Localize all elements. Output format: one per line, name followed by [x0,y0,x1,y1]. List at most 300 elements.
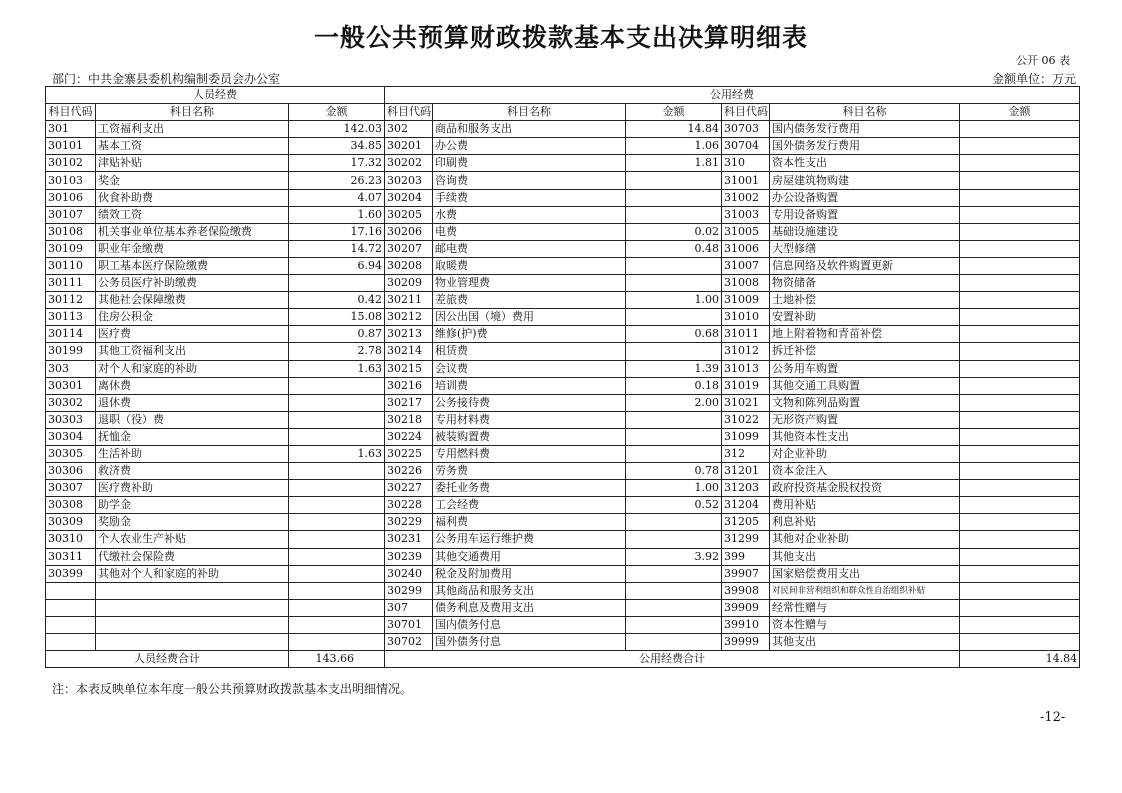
public-a-name-cell: 其他商品和服务支出 [433,582,626,599]
public-b-code-cell: 399 [722,548,770,565]
public-b-amount-cell [960,565,1080,582]
public-b-name-cell: 资本金注入 [770,463,960,480]
public-b-code-cell: 31010 [722,309,770,326]
public-b-code-cell: 39910 [722,616,770,633]
personnel-name-cell: 助学金 [96,497,289,514]
public-a-code-cell: 302 [385,121,433,138]
table-row [46,172,1080,189]
personnel-code-cell: 30106 [46,189,96,206]
public-b-name-cell: 其他对企业补助 [770,531,960,548]
public-a-amount-cell [626,616,722,633]
public-b-amount-cell [960,463,1080,480]
public-b-amount-cell [960,497,1080,514]
public-b-amount-cell [960,343,1080,360]
public-total-label: 公用经费合计 [385,651,960,668]
public-b-name-cell: 安置补助 [770,309,960,326]
public-a-code-cell: 30228 [385,497,433,514]
personnel-code-cell: 30107 [46,206,96,223]
public-a-amount-cell: 0.02 [626,223,722,240]
personnel-amount-cell: 1.63 [289,360,385,377]
personnel-name-cell: 医疗费 [96,326,289,343]
public-b-code-cell: 31099 [722,428,770,445]
table-row [46,411,1080,428]
public-a-amount-cell [626,634,722,651]
section-header-row [46,87,1080,104]
public-a-name-cell: 其他交通费用 [433,548,626,565]
personnel-name-cell [96,616,289,633]
public-b-name-cell: 对民间非营利组织和群众性自治组织补贴 [770,582,960,599]
personnel-name-cell: 代缴社会保险费 [96,548,289,565]
public-b-amount-cell [960,172,1080,189]
public-a-amount-cell [626,582,722,599]
public-a-amount-cell: 14.84 [626,121,722,138]
public-a-amount-cell [626,206,722,223]
public-a-amount-cell: 1.06 [626,138,722,155]
public-b-code-cell: 31001 [722,172,770,189]
personnel-name-cell: 离休费 [96,377,289,394]
table-row [46,548,1080,565]
personnel-code-cell: 303 [46,360,96,377]
personnel-name-cell: 医疗费补助 [96,480,289,497]
public-a-name-cell: 邮电费 [433,240,626,257]
public-b-name-cell: 物资储备 [770,275,960,292]
personnel-name-cell: 个人农业生产补贴 [96,531,289,548]
public-a-name-cell: 培训费 [433,377,626,394]
personnel-total-amount: 143.66 [289,651,385,668]
personnel-amount-cell [289,394,385,411]
personnel-name-cell: 奖励金 [96,514,289,531]
personnel-name-cell: 绩效工资 [96,206,289,223]
public-b-code-cell: 30703 [722,121,770,138]
public-a-name-cell: 专用燃料费 [433,445,626,462]
table-row [46,292,1080,309]
public-b-amount-cell [960,138,1080,155]
personnel-code-cell: 30199 [46,343,96,360]
personnel-amount-cell [289,582,385,599]
public-b-code-cell: 31012 [722,343,770,360]
personnel-amount-cell: 2.78 [289,343,385,360]
public-b-amount-cell [960,582,1080,599]
public-a-code-cell: 30299 [385,582,433,599]
public-a-amount-cell [626,565,722,582]
public-b-name-cell: 专用设备购置 [770,206,960,223]
public-a-name-cell: 专用材料费 [433,411,626,428]
public-a-code-cell: 30225 [385,445,433,462]
public-a-code-cell: 30205 [385,206,433,223]
table-row [46,138,1080,155]
public-a-amount-cell [626,411,722,428]
public-a-name-cell: 国外债务付息 [433,634,626,651]
public-b-amount-cell [960,240,1080,257]
unit-label: 金额单位：万元 [991,72,1076,86]
personnel-name-cell: 奖金 [96,172,289,189]
public-b-code-cell: 31203 [722,480,770,497]
public-a-amount-cell: 2.00 [626,394,722,411]
personnel-code-cell: 30110 [46,257,96,274]
public-b-amount-cell [960,514,1080,531]
personnel-code-cell: 30112 [46,292,96,309]
section-public: 公用经费 [385,87,1080,104]
section-personnel: 人员经费 [46,87,385,104]
public-b-name-cell: 信息网络及软件购置更新 [770,257,960,274]
public-a-code-cell: 30218 [385,411,433,428]
public-b-name-cell: 利息补贴 [770,514,960,531]
public-b-code-cell: 31019 [722,377,770,394]
public-b-name-cell: 国家赔偿费用支出 [770,565,960,582]
header-amount: 金额 [626,104,722,121]
public-a-amount-cell [626,514,722,531]
personnel-name-cell: 生活补助 [96,445,289,462]
personnel-name-cell: 基本工资 [96,138,289,155]
public-b-amount-cell [960,206,1080,223]
personnel-amount-cell [289,514,385,531]
table-row [46,189,1080,206]
public-a-code-cell: 30204 [385,189,433,206]
personnel-amount-cell [289,275,385,292]
public-b-amount-cell [960,360,1080,377]
header-code: 科目代码 [722,104,770,121]
public-b-amount-cell [960,155,1080,172]
public-a-code-cell: 30214 [385,343,433,360]
public-b-amount-cell [960,548,1080,565]
public-a-code-cell: 307 [385,599,433,616]
personnel-code-cell [46,634,96,651]
table-row [46,445,1080,462]
public-a-amount-cell: 0.78 [626,463,722,480]
public-a-amount-cell: 1.39 [626,360,722,377]
public-a-code-cell: 30203 [385,172,433,189]
personnel-name-cell: 机关事业单位基本养老保险缴费 [96,223,289,240]
public-a-amount-cell [626,343,722,360]
public-a-name-cell: 水费 [433,206,626,223]
personnel-amount-cell: 14.72 [289,240,385,257]
public-b-code-cell: 31205 [722,514,770,531]
public-a-amount-cell: 1.81 [626,155,722,172]
personnel-code-cell: 30301 [46,377,96,394]
column-header-row [46,104,1080,121]
public-a-amount-cell [626,531,722,548]
public-a-amount-cell: 0.18 [626,377,722,394]
public-a-code-cell: 30209 [385,275,433,292]
public-b-amount-cell [960,411,1080,428]
public-b-name-cell: 基础设施建设 [770,223,960,240]
public-a-amount-cell: 0.48 [626,240,722,257]
personnel-name-cell: 对个人和家庭的补助 [96,360,289,377]
public-a-code-cell: 30208 [385,257,433,274]
public-b-name-cell: 文物和陈列品购置 [770,394,960,411]
public-b-amount-cell [960,326,1080,343]
header-code: 科目代码 [385,104,433,121]
public-a-name-cell: 商品和服务支出 [433,121,626,138]
personnel-code-cell: 30399 [46,565,96,582]
personnel-amount-cell: 26.23 [289,172,385,189]
public-b-name-cell: 拆迁补偿 [770,343,960,360]
table-row [46,394,1080,411]
table-row [46,634,1080,651]
header-name: 科目名称 [770,104,960,121]
public-a-code-cell: 30224 [385,428,433,445]
public-a-name-cell: 手续费 [433,189,626,206]
public-a-name-cell: 福利费 [433,514,626,531]
public-b-code-cell: 31299 [722,531,770,548]
public-b-name-cell: 费用补贴 [770,497,960,514]
header-amount: 金额 [960,104,1080,121]
table-row [46,616,1080,633]
table-row [46,428,1080,445]
table-code: 公开 06 表 [1016,54,1070,67]
public-a-name-cell: 因公出国（境）费用 [433,309,626,326]
public-a-name-cell: 办公费 [433,138,626,155]
public-b-name-cell: 对企业补助 [770,445,960,462]
personnel-amount-cell [289,548,385,565]
personnel-code-cell: 30101 [46,138,96,155]
public-a-code-cell: 30207 [385,240,433,257]
public-a-code-cell: 30202 [385,155,433,172]
personnel-amount-cell [289,428,385,445]
personnel-amount-cell: 17.16 [289,223,385,240]
public-b-name-cell: 大型修缮 [770,240,960,257]
personnel-amount-cell [289,377,385,394]
public-a-code-cell: 30206 [385,223,433,240]
public-b-code-cell: 31201 [722,463,770,480]
personnel-code-cell: 30306 [46,463,96,480]
table-row [46,257,1080,274]
public-a-amount-cell [626,275,722,292]
public-a-code-cell: 30211 [385,292,433,309]
public-a-name-cell: 印刷费 [433,155,626,172]
public-b-code-cell: 39908 [722,582,770,599]
personnel-name-cell: 津贴补贴 [96,155,289,172]
personnel-code-cell: 30307 [46,480,96,497]
public-a-name-cell: 咨询费 [433,172,626,189]
public-a-code-cell: 30215 [385,360,433,377]
personnel-name-cell: 抚恤金 [96,428,289,445]
public-a-code-cell: 30226 [385,463,433,480]
personnel-amount-cell: 0.87 [289,326,385,343]
personnel-amount-cell [289,480,385,497]
public-a-name-cell: 电费 [433,223,626,240]
public-a-amount-cell: 3.92 [626,548,722,565]
public-b-amount-cell [960,275,1080,292]
personnel-name-cell: 退职（役）费 [96,411,289,428]
public-a-name-cell: 债务利息及费用支出 [433,599,626,616]
personnel-code-cell: 30303 [46,411,96,428]
public-b-name-cell: 土地补偿 [770,292,960,309]
personnel-amount-cell: 1.60 [289,206,385,223]
public-b-amount-cell [960,634,1080,651]
public-b-code-cell: 310 [722,155,770,172]
table-row [46,463,1080,480]
public-a-amount-cell [626,428,722,445]
personnel-amount-cell: 0.42 [289,292,385,309]
public-a-amount-cell [626,257,722,274]
public-b-amount-cell [960,121,1080,138]
personnel-code-cell: 30302 [46,394,96,411]
public-b-code-cell: 31022 [722,411,770,428]
public-b-name-cell: 无形资产购置 [770,411,960,428]
public-a-amount-cell [626,309,722,326]
public-b-name-cell: 公务用车购置 [770,360,960,377]
table-row [46,155,1080,172]
public-b-name-cell: 其他支出 [770,548,960,565]
public-b-code-cell: 31005 [722,223,770,240]
public-b-name-cell: 办公设备购置 [770,189,960,206]
public-b-amount-cell [960,394,1080,411]
public-b-amount-cell [960,531,1080,548]
public-a-amount-cell: 0.68 [626,326,722,343]
public-b-name-cell: 资本性支出 [770,155,960,172]
public-a-name-cell: 差旅费 [433,292,626,309]
public-a-code-cell: 30239 [385,548,433,565]
personnel-amount-cell: 34.85 [289,138,385,155]
public-a-code-cell: 30240 [385,565,433,582]
public-a-amount-cell [626,189,722,206]
public-b-code-cell: 30704 [722,138,770,155]
public-a-amount-cell [626,172,722,189]
table-row [46,497,1080,514]
personnel-code-cell: 30108 [46,223,96,240]
personnel-code-cell: 30304 [46,428,96,445]
personnel-amount-cell [289,565,385,582]
public-b-amount-cell [960,616,1080,633]
personnel-name-cell [96,599,289,616]
personnel-name-cell: 公务员医疗补助缴费 [96,275,289,292]
public-a-code-cell: 30227 [385,480,433,497]
table-row [46,223,1080,240]
table-row [46,582,1080,599]
department-label: 部门：中共金寨县委机构编制委员会办公室 [52,72,281,86]
public-b-amount-cell [960,189,1080,206]
public-a-name-cell: 会议费 [433,360,626,377]
public-b-name-cell: 地上附着物和青苗补偿 [770,326,960,343]
public-b-code-cell: 39909 [722,599,770,616]
header-name: 科目名称 [433,104,626,121]
personnel-code-cell [46,599,96,616]
personnel-name-cell [96,634,289,651]
personnel-amount-cell: 1.63 [289,445,385,462]
personnel-code-cell: 301 [46,121,96,138]
personnel-name-cell: 伙食补助费 [96,189,289,206]
public-a-name-cell: 工会经费 [433,497,626,514]
public-b-name-cell: 国外债务发行费用 [770,138,960,155]
public-b-code-cell: 31007 [722,257,770,274]
personnel-name-cell: 职工基本医疗保险缴费 [96,257,289,274]
personnel-name-cell: 职业年金缴费 [96,240,289,257]
personnel-name-cell: 救济费 [96,463,289,480]
personnel-code-cell: 30310 [46,531,96,548]
public-a-amount-cell: 1.00 [626,292,722,309]
public-a-code-cell: 30212 [385,309,433,326]
public-a-code-cell: 30216 [385,377,433,394]
public-b-name-cell: 房屋建筑物购建 [770,172,960,189]
table-row [46,480,1080,497]
public-b-code-cell: 39907 [722,565,770,582]
personnel-code-cell: 30311 [46,548,96,565]
public-b-code-cell: 39999 [722,634,770,651]
public-a-name-cell: 税金及附加费用 [433,565,626,582]
public-b-amount-cell [960,599,1080,616]
page-number: -12- [1040,710,1066,725]
public-b-name-cell: 国内债务发行费用 [770,121,960,138]
public-b-amount-cell [960,428,1080,445]
public-a-code-cell: 30229 [385,514,433,531]
table-row [46,309,1080,326]
public-b-amount-cell [960,445,1080,462]
table-row [46,275,1080,292]
page-title: 一般公共预算财政拨款基本支出决算明细表 [313,23,808,52]
public-b-code-cell: 31013 [722,360,770,377]
personnel-amount-cell [289,531,385,548]
public-b-code-cell: 31008 [722,275,770,292]
personnel-name-cell: 其他对个人和家庭的补助 [96,565,289,582]
public-a-code-cell: 30701 [385,616,433,633]
table-row [46,377,1080,394]
personnel-name-cell: 其他工资福利支出 [96,343,289,360]
personnel-code-cell: 30109 [46,240,96,257]
public-a-name-cell: 物业管理费 [433,275,626,292]
personnel-code-cell: 30308 [46,497,96,514]
public-a-amount-cell [626,445,722,462]
personnel-amount-cell: 17.32 [289,155,385,172]
public-a-name-cell: 维修(护)费 [433,326,626,343]
public-b-code-cell: 312 [722,445,770,462]
public-b-name-cell: 经常性赠与 [770,599,960,616]
totals-row [46,651,1080,668]
public-b-amount-cell [960,257,1080,274]
header-amount: 金额 [289,104,385,121]
public-a-name-cell: 取暖费 [433,257,626,274]
expenditure-table [45,86,1080,668]
public-b-name-cell: 资本性赠与 [770,616,960,633]
public-a-amount-cell: 1.00 [626,480,722,497]
table-row [46,121,1080,138]
personnel-code-cell: 30103 [46,172,96,189]
public-b-amount-cell [960,292,1080,309]
personnel-amount-cell [289,463,385,480]
public-b-amount-cell [960,223,1080,240]
table-row [46,531,1080,548]
public-a-code-cell: 30217 [385,394,433,411]
public-b-code-cell: 31009 [722,292,770,309]
header-code: 科目代码 [46,104,96,121]
personnel-amount-cell [289,497,385,514]
public-b-name-cell: 其他资本性支出 [770,428,960,445]
public-a-name-cell: 被装购置费 [433,428,626,445]
public-b-code-cell: 31204 [722,497,770,514]
table-row [46,599,1080,616]
public-a-code-cell: 30231 [385,531,433,548]
public-a-code-cell: 30702 [385,634,433,651]
table-row [46,240,1080,257]
public-b-code-cell: 31002 [722,189,770,206]
personnel-code-cell: 30309 [46,514,96,531]
personnel-code-cell: 30113 [46,309,96,326]
public-total-amount: 14.84 [960,651,1080,668]
personnel-amount-cell [289,411,385,428]
table-row [46,514,1080,531]
table-row [46,343,1080,360]
personnel-code-cell [46,616,96,633]
public-a-name-cell: 公务接待费 [433,394,626,411]
table-row [46,565,1080,582]
table-row [46,206,1080,223]
public-b-code-cell: 31021 [722,394,770,411]
personnel-name-cell: 退休费 [96,394,289,411]
public-b-amount-cell [960,309,1080,326]
table-row [46,326,1080,343]
public-b-name-cell: 政府投资基金股权投资 [770,480,960,497]
public-b-name-cell: 其他支出 [770,634,960,651]
